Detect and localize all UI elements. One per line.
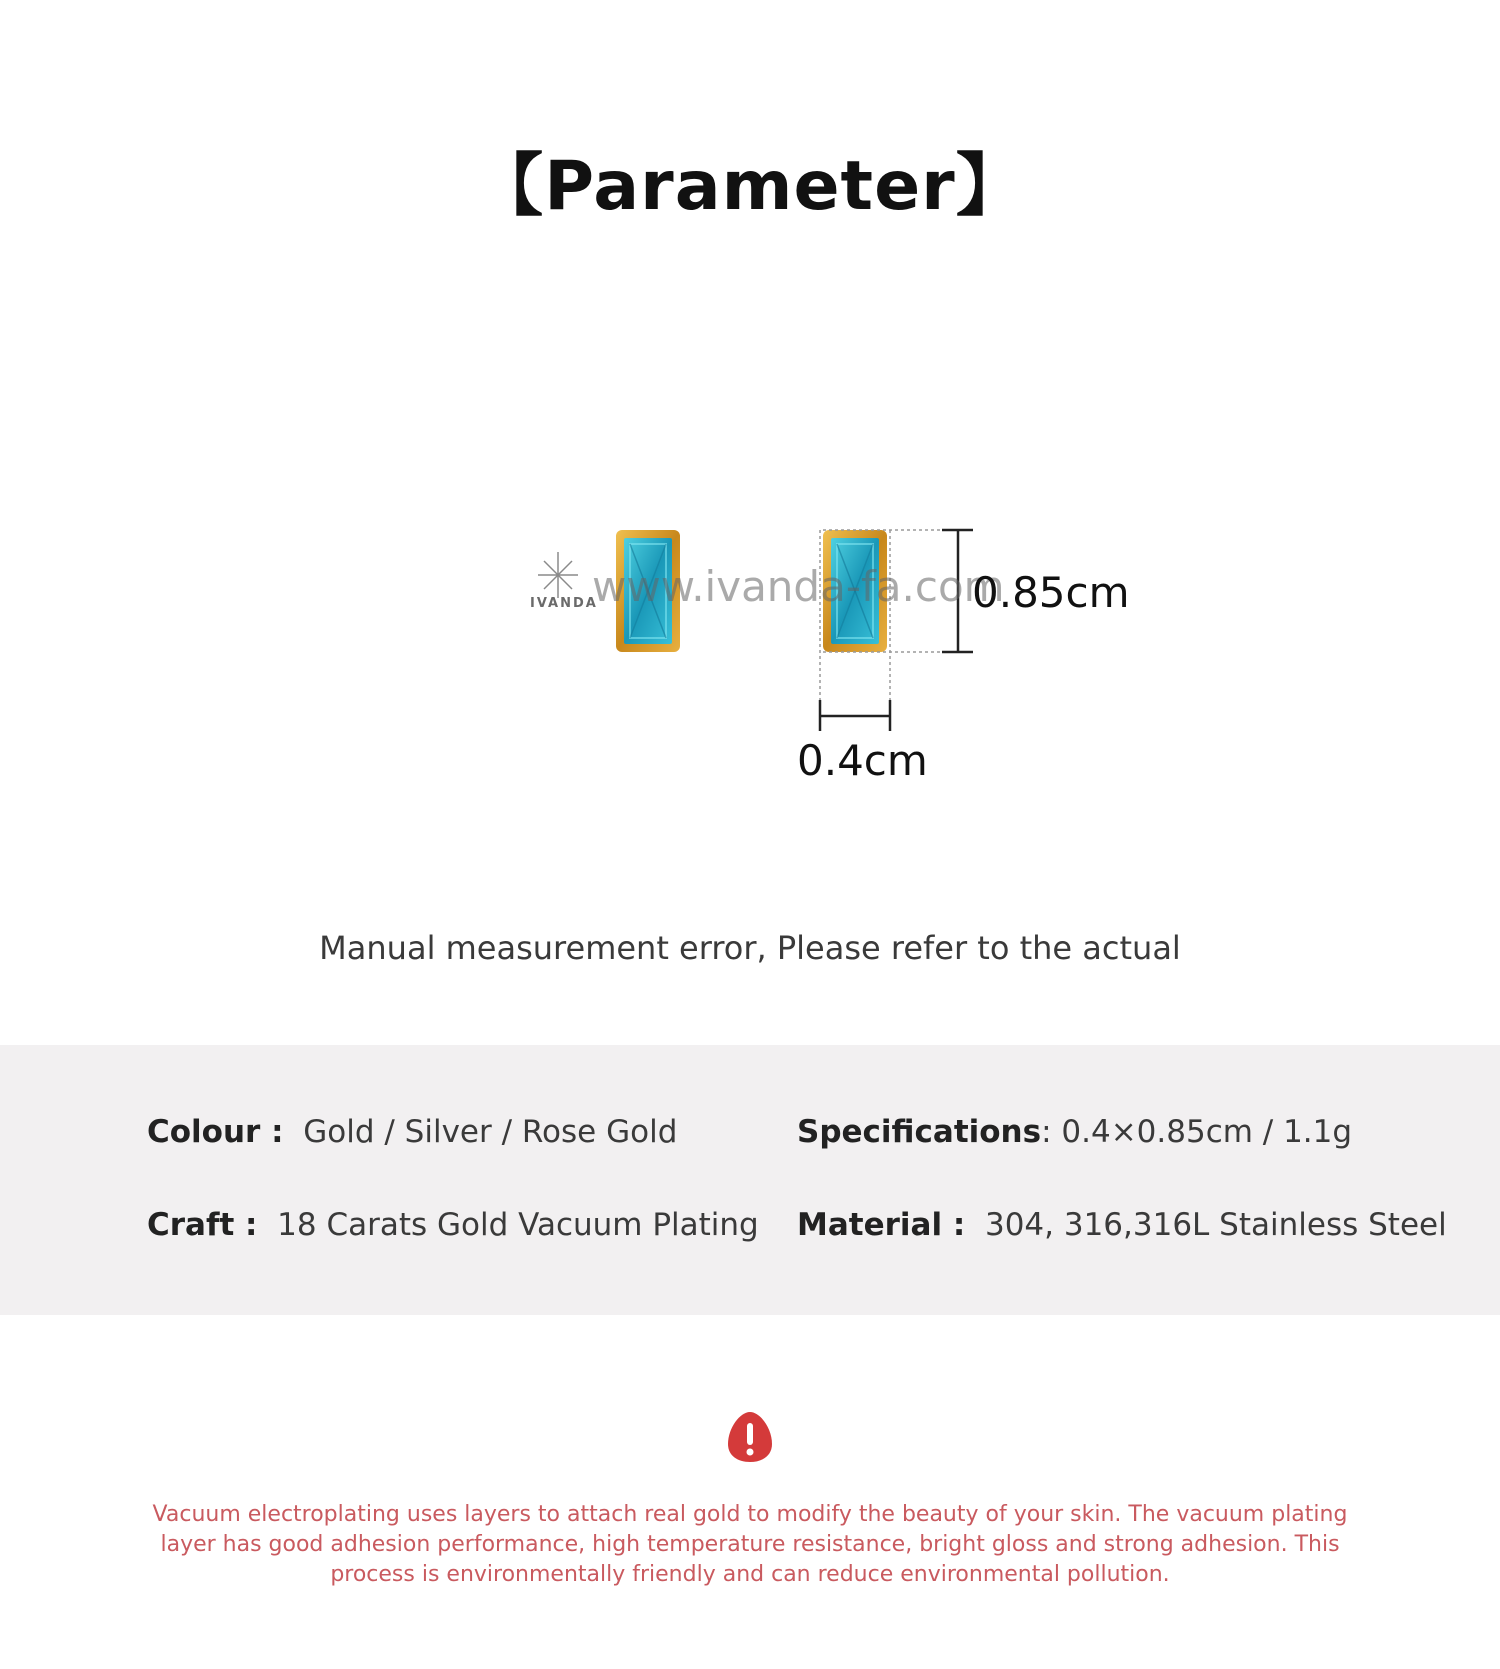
height-dimension-label: 0.85cm xyxy=(972,568,1130,617)
earring-illustration xyxy=(0,0,1500,820)
spec-specifications-value: : 0.4×0.85cm / 1.1g xyxy=(1041,1114,1353,1150)
warning-text: Vacuum electroplating uses layers to attach real gold to modify the beauty of your skin. The vacuum plating layer has good adhesion performance, high temperature resistance, bright gloss and strong adhesion. This process is environmentally friendly and can reduce environmental pollution. xyxy=(152,1502,1348,1587)
watermark-url: www.ivanda-fa.com xyxy=(592,562,1005,611)
spec-craft-label: Craft : xyxy=(147,1207,258,1243)
measurement-note: Manual measurement error, Please refer to the actual xyxy=(319,929,1181,967)
page-title: 【Parameter】 xyxy=(475,147,1025,226)
spec-material xyxy=(797,1207,1447,1243)
spec-colour xyxy=(147,1114,677,1150)
spec-craft xyxy=(147,1207,759,1243)
exclamation-drop-icon xyxy=(726,1410,774,1468)
spec-specifications-label: Specifications xyxy=(797,1114,1042,1150)
spec-colour-value: Gold / Silver / Rose Gold xyxy=(303,1114,678,1150)
spec-panel xyxy=(0,1045,1500,1315)
spec-craft-value: 18 Carats Gold Vacuum Plating xyxy=(277,1207,759,1243)
spec-material-label: Material : xyxy=(797,1207,966,1243)
width-dimension-label: 0.4cm xyxy=(797,736,928,785)
product-image xyxy=(0,0,1500,820)
width-bracket xyxy=(820,700,890,731)
spec-specifications xyxy=(797,1114,1352,1150)
star-logo-icon xyxy=(538,552,578,598)
spec-material-value: 304, 316,316L Stainless Steel xyxy=(984,1207,1447,1243)
watermark-logo-text: IVANDA xyxy=(530,596,598,611)
spec-colour-label: Colour : xyxy=(147,1114,284,1150)
